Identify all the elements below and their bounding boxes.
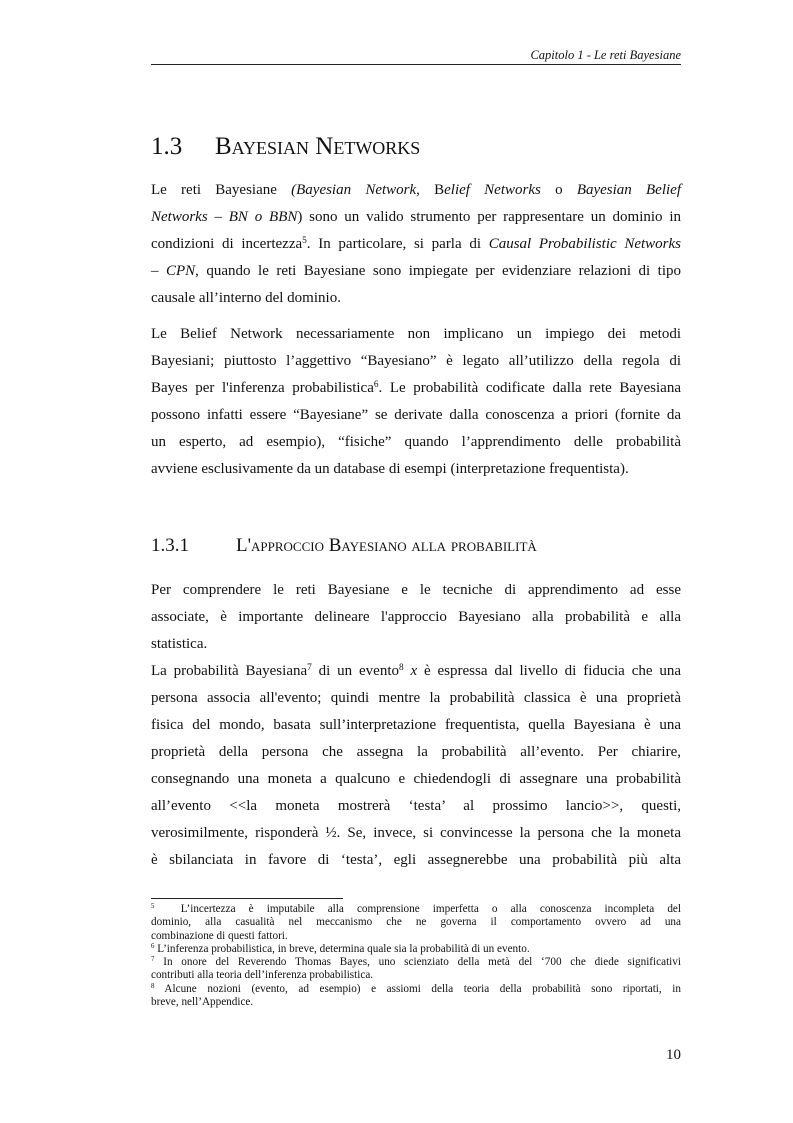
subsection-heading	[151, 535, 537, 557]
text-line: Le Belief Network necessariamente non implicano un impiego dei metodi	[151, 326, 681, 342]
text-line: causale all’interno del dominio.	[151, 290, 341, 306]
paragraph-4	[151, 658, 681, 874]
footnote-line: contributi alla teoria dell’inferenza probabilistica.	[151, 969, 374, 982]
footnote-ref: 7	[307, 662, 312, 673]
text-line: persona associa all'evento; quindi mentre la probabilità classica è una proprietà	[151, 690, 681, 706]
footnote-line: combinazione di questi fattori.	[151, 929, 288, 942]
footnote-7: $^7$ In onore del Reverendo Thomas Bayes, uno scienziato della metà del ‘700 che diede significativi	[151, 955, 681, 969]
text-line: verosimilmente, risponderà ½. Se, invece, si convincesse la persona che la moneta	[151, 825, 681, 841]
footnote-ref: 8	[398, 662, 404, 673]
footnote-ref: 6	[373, 379, 379, 390]
header-rule	[151, 64, 681, 65]
footnotes	[151, 903, 681, 1009]
subsection-title: L'approccio Bayesiano alla probabilità	[236, 535, 537, 556]
text-line: consegnando una moneta a qualcuno e chiedendogli di assegnare una probabilità	[151, 771, 681, 787]
text-line: possono infatti essere “Bayesiane” se derivate dalla conoscenza a priori (fornite da	[151, 407, 681, 423]
text-line: Bayes per l'inferenza probabilistica$^6$. Le probabilità codificate dalla rete Bayesiana	[151, 379, 681, 396]
text-line: statistica.	[151, 636, 208, 652]
paragraph-3	[151, 577, 681, 658]
section-number: 1.3	[151, 133, 183, 160]
footnote-8: $^8$ Alcune nozioni (evento, ad esempio) e assiomi della teoria della probabilità sono riportati, in	[151, 981, 681, 995]
section-title: Bayesian Networks	[215, 133, 421, 160]
paragraph-2	[151, 321, 681, 483]
footnote-6: $^6$ L’inferenza probabilistica, in breve, determina quale sia la probabilità di un evento.	[151, 942, 530, 955]
text-line: – CPN, quando le reti Bayesiane sono impiegate per evidenziare relazioni di tipo	[151, 263, 682, 279]
footnote-5: $^5$ L’incertezza è imputabile alla comprensione imperfetta o alla conoscenza incompleta del	[151, 902, 681, 915]
footnote-ref: 5	[302, 235, 307, 246]
footnote-line: dominio, alla casualità nel meccanismo che ne governa il comportamento ovvero ad una	[151, 916, 681, 929]
text-line: avviene esclusivamente da un database di esempi (interpretazione frequentista).	[151, 461, 629, 477]
text-line: proprietà della persona che assegna la probabilità all’evento. Per chiarire,	[151, 744, 681, 760]
subsection-number: 1.3.1	[151, 535, 189, 556]
section-heading	[151, 133, 420, 161]
text-line: Networks – BN o BBN) sono un valido strumento per rappresentare un dominio in	[151, 209, 681, 225]
footnote-line: breve, nell’Appendice.	[151, 996, 254, 1009]
text-line: Per comprendere le reti Bayesiane e le tecniche di apprendimento ad esse	[151, 582, 681, 598]
text-line: Le reti Bayesiane (Bayesian Network, Belief Networks o Bayesian Belief	[151, 182, 681, 198]
text-line: fisica del mondo, basata sull’interpretazione frequentista, quella Bayesiana è una	[151, 717, 681, 733]
text-line: all’evento <<la moneta mostrerà ‘testa’ al prossimo lancio>>, questi,	[151, 798, 681, 814]
running-header: Capitolo 1 - Le reti Bayesiane	[530, 48, 681, 62]
text-line: è sbilanciata in favore di ‘testa’, egli assegnerebbe una probabilità più alta	[151, 852, 681, 868]
text-line: Bayesiani; piuttosto l’aggettivo “Bayesiano” è legato all’utilizzo della regola di	[151, 353, 681, 369]
text-line: condizioni di incertezza$^5$. In particolare, si parla di Causal Probabilistic Networks	[151, 235, 682, 252]
text-line: La probabilità Bayesiana$^7$ di un evento$^8$ x è espressa dal livello di fiducia che una	[151, 662, 682, 679]
footnote-rule	[151, 898, 343, 899]
paragraph-1	[151, 177, 681, 312]
text-line: un esperto, ad esempio), “fisiche” quando l’apprendimento delle probabilità	[151, 434, 681, 450]
text-line: associate, è importante delineare l'approccio Bayesiano alla probabilità e alla	[151, 609, 681, 625]
page-number: 10	[666, 1047, 681, 1063]
